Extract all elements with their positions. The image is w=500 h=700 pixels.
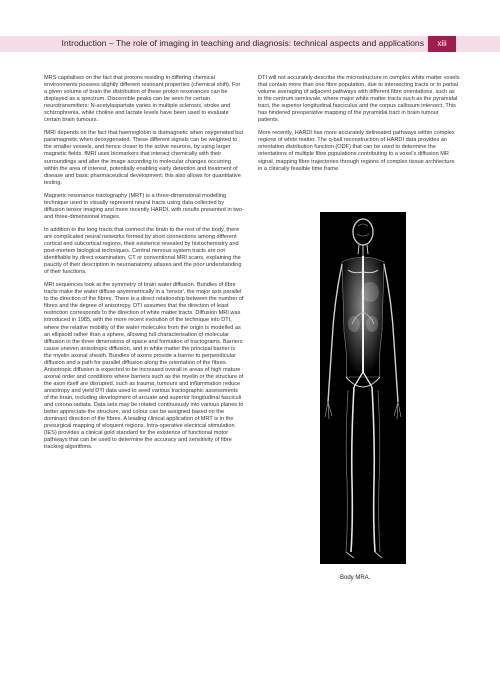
page-number: xiii (428, 36, 456, 52)
body-mra-image (320, 212, 406, 564)
header-title: Introduction – The role of imaging in teaching and diagnosis: technical aspects and applications (61, 38, 424, 48)
left-column (44, 75, 244, 457)
right-column (258, 75, 460, 179)
paragraph-tracts: In addition to the long tracts that connect the brain to the rest of the body, there are complicated neural networks formed by short connections among different cortical and subcortical regions, their existence revealed by histochemistry and post-mortem biological techniques. Central nervous system tracts are not identifiable by direct examination, CT or conventional MRI scans, explaining the paucity of their description in neuroanatomy atlases and the poor understanding of their functions. (44, 226, 242, 276)
page-header (0, 36, 500, 52)
body-mra-figure (320, 212, 406, 564)
paragraph-mrt: Magnetic resonance tractography (MRT) is a three-dimensional modelling technique used to visually represent neural tracts using data collected by diffusion tensor imaging and more recently HARDI, with results presented in two- and three-dimensional images. (44, 192, 244, 220)
paragraph-dti-limits: DTI will not accurately describe the microstructure in complex white matter voxels that contain more than one fibre population, due to intersecting tracts or to partial volume averaging of adjacent pathways with different fibre orientations, such as in the centrum semiovale, where major white matter tracts such as the pyramidal tract, the superior longitudinal fasciculus and the corpus callosum intersect. This has hindered preoperative mapping of the pyramidal tract in brain tumour patients. (258, 75, 460, 124)
paragraph-fmri: fMRI depends on the fact that haemoglobin is diamagnetic when oxygenated but paramagnetic when deoxygenated. These different signals can be weighted to the smaller vessels, and hence closer to the active neurons, by using larger magnetic fields. fMRI uses biomarkers that interact chemically with their surroundings and alter the image according to molecular changes occurring within the area of interest, potentially enabling early detection and treatment of disease and basic pharmaceutical development; this also allows for quantitative testing. (44, 130, 244, 186)
paragraph-hardi: More recently, HARDI has more accurately delineated pathways within complex regions of white matter. The q-ball reconstruction of HARDI data provides an orientation distribution function (ODF) that can be used to determine the orientations of multiple fibre populations contributing to a voxel's diffusion MR signal, mapping fibre trajectories through regions of complex tissue architecture in a clinically feasible time frame. (258, 130, 455, 172)
figure-caption: Body MRA. (340, 575, 371, 581)
paragraph-mrs: MRS capitalises on the fact that protons residing in differing chemical environments possess slightly different resonant properties (chemical shift). For a given volume of brain the distribution of these proton resonances can be displayed as a spectrum. Discernible peaks can be seen for certain neurotransmitters: N-acetylaspartate varies in multiple sclerosis, stroke and schizophrenia, while choline and lactate levels have been used to evaluate certain brain tumours. (44, 75, 241, 124)
paragraph-dti: MRI sequences look at the symmetry of brain water diffusion. Bundles of fibre tracts make the water diffuse asymmetrically in a 'tensor', the major axis parallel to the direction of the fibres. There is a direct relationship between the number of fibres and the degree of anisotropy. DTI assumes that the direction of least restriction corresponds to the direction of white matter tracts. Diffusion MRI was introduced in 1985, with the more recent evolution of the technique into DTI, where the relative mobility of the water molecules from the origin is modelled as an ellipsoid rather than a sphere, allowing full characterisation of molecular diffusion in the three dimensions of space and formation of tractograms. Barriers cause uneven anisotropic diffusion, and in white matter the principal barrier is the myelin axonal sheath. Bundles of axons provide a barrier to perpendicular diffusion and a path for parallel diffusion along the orientation of the fibres. Anisotropic diffusion is expected to be increased overall in areas of high mature axonal order and conditions where barriers such as the myelin or the structure of the axon itself are disrupted, such as trauma; tumours and inflammation reduce anisotropy and yield DTI data used to seed various tractographic assessments of the brain, including development of arcuate and superior longitudinal fasciculi and corona radiata. Data sets may be rotated continuously into various planes to better appreciate the structure, and colour can be assigned based on the dominant direction of the fibres. A leading clinical application of MRT is in the presurgical mapping of eloquent regions. Intra-operative electrical stimulation (IES) provides a clinical gold standard for the existence of functional motor pathways that can be used to determine the accuracy and sensitivity of fibre tracking algorithms. (44, 282, 244, 451)
